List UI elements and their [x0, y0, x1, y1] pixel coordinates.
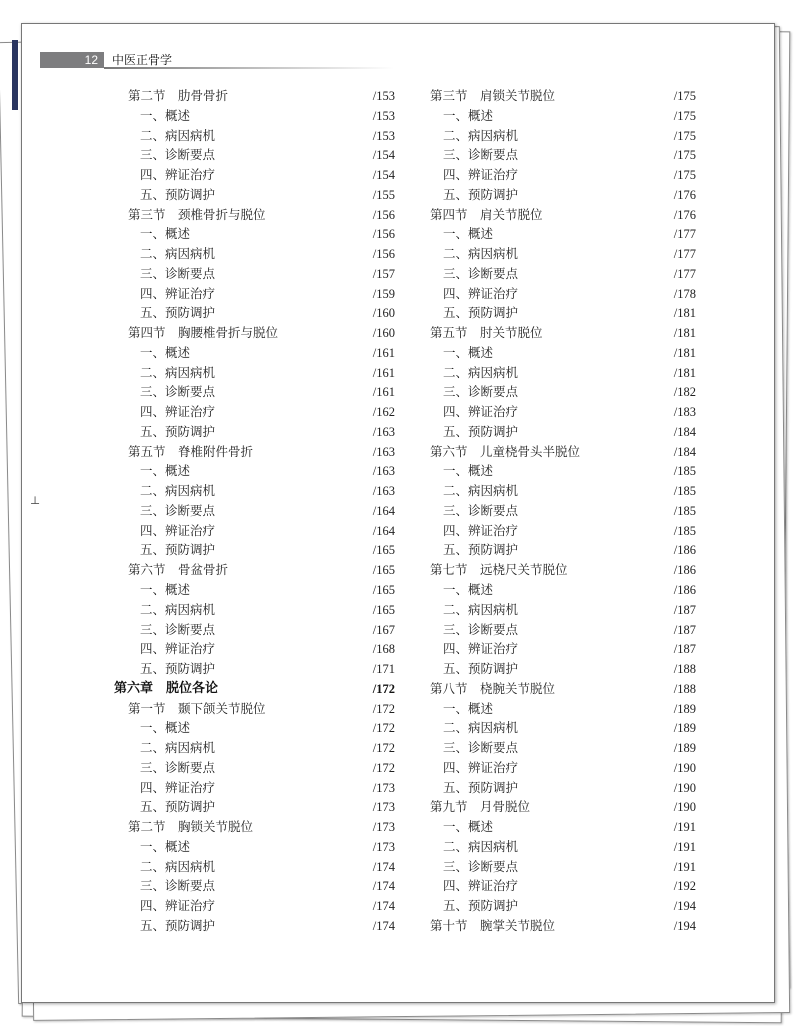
toc-item — [140, 799, 395, 815]
toc-item — [443, 226, 696, 242]
toc-item — [443, 819, 696, 835]
toc-item — [140, 759, 395, 776]
toc-section — [430, 680, 696, 697]
toc-page-number: /173 — [372, 820, 395, 835]
toc-section — [128, 325, 395, 341]
toc-label: 三、诊断要点 — [443, 858, 519, 874]
toc-label: 第五节 脊椎附件骨折 — [128, 443, 254, 459]
toc-item — [140, 127, 395, 144]
toc-label: 三、诊断要点 — [140, 502, 216, 518]
toc-page-number: /155 — [372, 187, 395, 202]
toc-page-number: /188 — [673, 662, 696, 677]
toc-label: 五、预防调护 — [140, 423, 216, 439]
book-title: 中医正骨学 — [112, 53, 173, 67]
toc-page-number: /187 — [673, 642, 696, 657]
toc-section — [128, 206, 395, 223]
toc-item — [140, 483, 395, 499]
toc-item — [443, 542, 696, 558]
toc-page-number: /154 — [372, 168, 395, 183]
toc-label: 二、病因病机 — [140, 601, 216, 617]
toc-label: 三、诊断要点 — [140, 621, 216, 637]
toc-item — [443, 147, 696, 163]
toc-page-number: /171 — [372, 662, 395, 677]
toc-label: 一、概述 — [443, 344, 494, 360]
toc-item — [443, 720, 696, 736]
toc-item — [443, 878, 696, 894]
toc-page-number: /164 — [372, 503, 395, 518]
toc-item — [443, 463, 696, 479]
toc-label: 四、辨证治疗 — [140, 522, 216, 538]
toc-label: 二、病因病机 — [443, 483, 519, 499]
toc-label: 四、辨证治疗 — [140, 641, 216, 657]
toc-label: 二、病因病机 — [140, 127, 216, 143]
toc-label: 第六章 脱位各论 — [114, 680, 219, 696]
toc-item — [443, 601, 696, 618]
toc-item — [443, 107, 696, 124]
toc-page-number: /177 — [673, 266, 696, 281]
toc-page-number: /156 — [372, 227, 395, 242]
toc-label: 一、概述 — [443, 582, 494, 597]
toc-item — [443, 522, 696, 539]
toc-page-number: /176 — [673, 207, 696, 222]
toc-item — [140, 917, 395, 934]
toc-page-number: /161 — [372, 385, 395, 400]
toc-label: 二、病因病机 — [140, 740, 216, 756]
toc-page-number: /194 — [673, 918, 696, 933]
toc-item — [140, 107, 395, 124]
toc-label: 五、预防调护 — [443, 779, 519, 795]
toc-page-number: /182 — [673, 385, 696, 400]
toc-label: 五、预防调护 — [443, 542, 519, 558]
toc-label: 二、病因病机 — [443, 601, 519, 617]
toc-item — [140, 226, 395, 242]
toc-page-number: /190 — [673, 780, 696, 795]
toc-page-number: /175 — [673, 89, 696, 103]
toc-item — [443, 186, 696, 203]
toc-page-number: /173 — [372, 839, 395, 854]
toc-item — [443, 641, 696, 657]
toc-item — [140, 858, 395, 875]
toc-label: 五、预防调护 — [140, 917, 216, 933]
toc-label: 三、诊断要点 — [140, 759, 216, 775]
toc-page-number: /153 — [372, 89, 395, 103]
toc-page-number: /194 — [673, 899, 696, 914]
toc-label: 四、辨证治疗 — [140, 779, 216, 795]
toc-page-number: /163 — [372, 424, 395, 439]
toc-item — [140, 305, 395, 321]
toc-item — [443, 858, 696, 875]
toc-label: 五、预防调护 — [140, 186, 216, 202]
toc-page-number: /189 — [673, 721, 696, 736]
toc-label: 一、概述 — [443, 819, 494, 835]
toc-page-number: /185 — [673, 503, 696, 518]
toc-page-number: /185 — [673, 523, 696, 538]
toc-page-number: /174 — [372, 879, 395, 894]
toc-item — [443, 740, 696, 756]
toc-label: 第一节 颞下颌关节脱位 — [128, 700, 266, 716]
toc-label: 三、诊断要点 — [443, 621, 519, 637]
toc-label: 五、预防调护 — [443, 661, 519, 677]
toc-item — [140, 463, 395, 479]
toc-label: 五、预防调护 — [443, 898, 519, 914]
toc-section — [430, 799, 696, 815]
toc-page-number: /165 — [372, 602, 395, 617]
toc-label: 一、概述 — [140, 226, 191, 242]
toc-label: 一、概述 — [443, 226, 494, 242]
toc-label: 三、诊断要点 — [443, 384, 519, 400]
toc-label: 四、辨证治疗 — [443, 522, 519, 538]
toc-item — [140, 147, 395, 163]
toc-item — [140, 601, 395, 618]
toc-item — [443, 127, 696, 144]
toc-item — [443, 621, 696, 638]
toc-page-number: /172 — [372, 681, 395, 696]
toc-label: 第五节 肘关节脱位 — [430, 325, 543, 341]
toc-label: 一、概述 — [140, 838, 191, 854]
toc-page-number: /184 — [673, 424, 696, 439]
toc-item — [443, 167, 696, 183]
toc-item — [140, 265, 395, 282]
toc-page-number: /165 — [372, 583, 395, 597]
toc-label: 第六节 骨盆骨折 — [128, 562, 229, 578]
toc-section — [430, 325, 696, 341]
toc-page-number: /175 — [673, 168, 696, 183]
toc-item — [443, 305, 696, 321]
toc-label: 一、概述 — [140, 344, 191, 360]
toc-page-number: /191 — [673, 820, 696, 835]
toc-item — [140, 364, 395, 381]
toc-page-number: /186 — [673, 543, 696, 558]
toc-item — [140, 285, 395, 302]
toc-page-number: /185 — [673, 464, 696, 479]
toc-label: 一、概述 — [140, 107, 191, 123]
toc-item — [140, 898, 395, 914]
toc-page-number: /190 — [673, 760, 696, 775]
toc-item — [443, 344, 696, 361]
toc-item — [140, 661, 395, 677]
toc-item — [140, 838, 395, 855]
toc-page-number: /161 — [372, 365, 395, 380]
toc-label: 第四节 胸腰椎骨折与脱位 — [128, 325, 279, 341]
toc-page-number: /185 — [673, 484, 696, 499]
toc-item — [443, 483, 696, 499]
toc-label: 第六节 儿童桡骨头半脱位 — [430, 443, 581, 459]
toc-item — [140, 779, 395, 796]
toc-item — [443, 759, 696, 776]
toc-page-number: /172 — [372, 741, 395, 756]
toc-label: 第八节 桡腕关节脱位 — [430, 680, 556, 696]
toc-label: 四、辨证治疗 — [443, 878, 519, 894]
toc-page-number: /172 — [372, 701, 395, 716]
toc-section — [128, 700, 395, 717]
toc-page-number: /177 — [673, 227, 696, 242]
toc-page-number: /187 — [673, 622, 696, 637]
toc-page-number: /175 — [673, 148, 696, 163]
toc-page-number: /162 — [372, 405, 395, 420]
toc-label: 二、病因病机 — [140, 858, 216, 874]
toc-item — [140, 167, 395, 183]
toc-item — [443, 423, 696, 440]
toc-label: 第七节 远桡尺关节脱位 — [430, 562, 568, 578]
toc-item — [443, 700, 696, 717]
toc-label: 五、预防调护 — [443, 423, 519, 439]
toc-page-number: /174 — [372, 899, 395, 914]
toc-page-number: /181 — [673, 345, 696, 360]
toc-page-number: /156 — [372, 247, 395, 262]
toc-item — [140, 740, 395, 756]
toc-item — [443, 898, 696, 914]
toc-label: 五、预防调护 — [140, 542, 216, 558]
toc-label: 一、概述 — [443, 107, 494, 123]
toc-page-number: /191 — [673, 839, 696, 854]
toc-label: 第二节 肋骨骨折 — [128, 88, 229, 103]
toc-page-number: /186 — [673, 563, 696, 578]
toc-item — [443, 404, 696, 420]
toc-page-number: /157 — [372, 266, 395, 281]
cover-edge — [12, 40, 18, 110]
toc-page-number: /183 — [673, 405, 696, 420]
toc-page-number: /168 — [372, 642, 395, 657]
toc-section — [430, 562, 696, 578]
toc-section — [430, 206, 696, 223]
toc-page-number: /161 — [372, 345, 395, 360]
toc-item — [443, 265, 696, 282]
toc-page-number: /189 — [673, 701, 696, 716]
toc-item — [140, 502, 395, 519]
toc-item — [443, 838, 696, 855]
toc-page — [21, 23, 775, 1003]
toc-page-number: /190 — [673, 800, 696, 815]
toc-label: 三、诊断要点 — [140, 147, 216, 163]
toc-label: 一、概述 — [140, 582, 191, 597]
toc-item — [140, 384, 395, 400]
toc-page-number: /187 — [673, 602, 696, 617]
toc-item — [140, 542, 395, 558]
toc-label: 第九节 月骨脱位 — [430, 799, 531, 815]
toc-page-number: /163 — [372, 444, 395, 459]
toc-label: 二、病因病机 — [443, 246, 519, 262]
toc-page-number: /178 — [673, 286, 696, 301]
toc-page-number: /174 — [372, 918, 395, 933]
toc-page-number: /167 — [372, 622, 395, 637]
toc-page-number: /192 — [673, 879, 696, 894]
toc-label: 四、辨证治疗 — [443, 167, 519, 183]
toc-label: 第十节 腕掌关节脱位 — [430, 917, 556, 933]
toc-label: 一、概述 — [140, 720, 191, 736]
toc-label: 四、辨证治疗 — [140, 167, 216, 183]
toc-page-number: /173 — [372, 780, 395, 795]
toc-item — [443, 582, 696, 598]
toc-page-number: /184 — [673, 444, 696, 459]
toc-page-number: /160 — [372, 306, 395, 321]
toc-page-number: /191 — [673, 859, 696, 874]
toc-label: 四、辨证治疗 — [140, 285, 216, 301]
toc-section — [430, 88, 696, 104]
toc-page-number: /165 — [372, 563, 395, 578]
toc-label: 一、概述 — [443, 700, 494, 716]
toc-item — [443, 384, 696, 400]
toc-label: 四、辨证治疗 — [443, 404, 519, 420]
toc-item — [443, 661, 696, 677]
toc-page-number: /174 — [372, 859, 395, 874]
toc-page-number: /163 — [372, 464, 395, 479]
toc-page-number: /172 — [372, 760, 395, 775]
toc-label: 四、辨证治疗 — [140, 898, 216, 914]
toc-item — [140, 522, 395, 539]
toc-item — [140, 720, 395, 736]
toc-label: 四、辨证治疗 — [443, 285, 519, 301]
toc-section — [430, 917, 696, 934]
toc-page-number: /189 — [673, 741, 696, 756]
toc-section — [430, 443, 696, 460]
toc-page-number: /177 — [673, 247, 696, 262]
toc-page-number: /154 — [372, 148, 395, 163]
toc-label: 二、病因病机 — [140, 483, 216, 499]
toc-page-number: /163 — [372, 484, 395, 499]
toc-item — [140, 621, 395, 638]
toc-label: 五、预防调护 — [443, 305, 519, 321]
toc-section — [128, 443, 395, 460]
toc-item — [140, 246, 395, 262]
toc-page-number: /160 — [372, 326, 395, 341]
toc-label: 二、病因病机 — [140, 246, 216, 262]
toc-page-number: /186 — [673, 583, 696, 597]
toc-page-number: /164 — [372, 523, 395, 538]
toc-label: 三、诊断要点 — [140, 265, 216, 281]
toc-page-number: /172 — [372, 721, 395, 736]
toc-page-number: /175 — [673, 128, 696, 143]
toc-section — [128, 819, 395, 835]
toc-label: 四、辨证治疗 — [140, 404, 216, 420]
header-rule — [104, 67, 394, 69]
toc-label: 第三节 颈椎骨折与脱位 — [128, 206, 266, 222]
toc-item — [140, 878, 395, 894]
toc-label: 一、概述 — [443, 463, 494, 479]
toc-label: 四、辨证治疗 — [443, 641, 519, 657]
toc-section — [128, 562, 395, 578]
toc-label: 二、病因病机 — [443, 364, 519, 380]
toc-page-number: /153 — [372, 128, 395, 143]
toc-item — [140, 641, 395, 657]
toc-label: 四、辨证治疗 — [443, 759, 519, 775]
toc-section — [128, 88, 395, 104]
toc-item — [140, 582, 395, 598]
toc-label: 二、病因病机 — [443, 720, 519, 736]
toc-chapter — [114, 680, 395, 697]
toc-page-number: /173 — [372, 800, 395, 815]
toc-page-number: /188 — [673, 681, 696, 696]
toc-page-number: /181 — [673, 365, 696, 380]
toc-page-number: /175 — [673, 108, 696, 123]
toc-label: 五、预防调护 — [140, 661, 216, 677]
toc-label: 五、预防调护 — [140, 305, 216, 321]
toc-page-number: /181 — [673, 326, 696, 341]
toc-item — [443, 502, 696, 519]
toc-page-number: /156 — [372, 207, 395, 222]
toc-item — [443, 285, 696, 302]
crop-mark-icon: ⊥ — [30, 494, 41, 507]
toc-page-number: /176 — [673, 187, 696, 202]
toc-label: 二、病因病机 — [443, 127, 519, 143]
toc-label: 三、诊断要点 — [443, 147, 519, 163]
toc-label: 二、病因病机 — [443, 838, 519, 854]
toc-item — [140, 404, 395, 420]
toc-label: 三、诊断要点 — [443, 265, 519, 281]
toc-label: 三、诊断要点 — [140, 878, 216, 894]
toc-item — [140, 344, 395, 361]
toc-label: 二、病因病机 — [140, 364, 216, 380]
toc-page-number: /153 — [372, 108, 395, 123]
toc-label: 第三节 肩锁关节脱位 — [430, 88, 556, 103]
toc-label: 三、诊断要点 — [443, 502, 519, 518]
toc-label: 五、预防调护 — [140, 799, 216, 815]
toc-item — [443, 779, 696, 796]
page-number: 12 — [40, 52, 104, 68]
toc-label: 一、概述 — [140, 463, 191, 479]
toc-label: 五、预防调护 — [443, 186, 519, 202]
toc-item — [140, 186, 395, 203]
toc-page-number: /159 — [372, 286, 395, 301]
toc-item — [443, 246, 696, 262]
toc-label: 三、诊断要点 — [443, 740, 519, 756]
toc-label: 三、诊断要点 — [140, 384, 216, 400]
toc-item — [443, 364, 696, 381]
toc-page-number: /165 — [372, 543, 395, 558]
toc-page-number: /181 — [673, 306, 696, 321]
toc-label: 第二节 胸锁关节脱位 — [128, 819, 254, 835]
toc-item — [140, 423, 395, 440]
toc-label: 第四节 肩关节脱位 — [430, 206, 543, 222]
